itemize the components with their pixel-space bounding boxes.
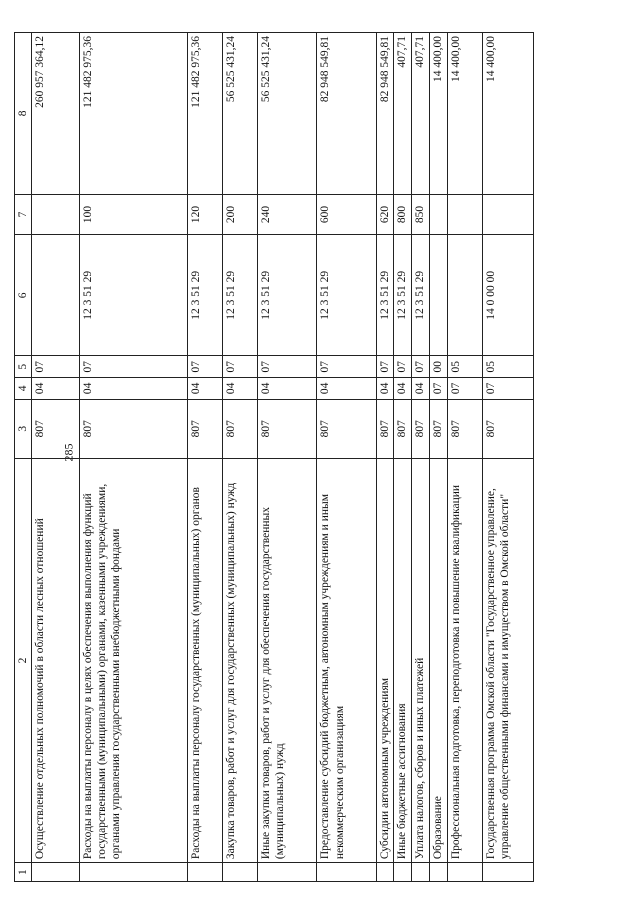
row-name: Иные закупки товаров, работ и услуг для обеспечения государственных (муниципальных) нужд (257, 458, 316, 862)
cell-c3: 807 (317, 399, 376, 458)
row-name: Уплата налогов, сборов и иных платежей (412, 458, 430, 862)
column-header: 1 (15, 863, 32, 882)
table-row (188, 33, 223, 882)
cell-c6 (447, 235, 482, 356)
cell-c3: 807 (188, 399, 223, 458)
row-name: Образование (430, 458, 448, 862)
table-row (317, 33, 376, 882)
table-row (79, 33, 188, 882)
cell-c8: 407,71 (412, 33, 430, 195)
cell-c7: 800 (394, 194, 412, 234)
cell-c5: 07 (394, 356, 412, 378)
cell-c5: 07 (188, 356, 223, 378)
cell-c5: 07 (412, 356, 430, 378)
cell-c5: 07 (79, 356, 188, 378)
cell-c4: 04 (412, 378, 430, 400)
cell-c4: 04 (222, 378, 257, 400)
table-row (482, 33, 533, 882)
cell-c7: 200 (222, 194, 257, 234)
row-name: Осуществление отдельных полномочий в области лесных отношений (32, 458, 79, 862)
cell-c5: 00 (430, 356, 448, 378)
column-header: 4 (15, 378, 32, 400)
cell-c8: 56 525 431,24 (257, 33, 316, 195)
budget-table-container (14, 32, 534, 882)
cell-c5: 07 (376, 356, 394, 378)
cell-c4: 04 (79, 378, 188, 400)
column-header: 2 (15, 458, 32, 862)
cell-c3: 807 (79, 399, 188, 458)
row-name: Субсидии автономным учреждениям (376, 458, 394, 862)
cell-c7 (482, 194, 533, 234)
table-row (394, 33, 412, 882)
column-header: 6 (15, 235, 32, 356)
table-row (412, 33, 430, 882)
cell-c3: 807 (482, 399, 533, 458)
cell-c4: 04 (257, 378, 316, 400)
cell-c8: 121 482 975,36 (79, 33, 188, 195)
table-row (430, 33, 448, 882)
cell-c5: 05 (482, 356, 533, 378)
cell-c7 (32, 194, 79, 234)
cell-c6: 12 3 51 29 (222, 235, 257, 356)
cell-c4: 04 (394, 378, 412, 400)
row-name: Профессиональная подготовка, переподготовка и повышение квалификации (447, 458, 482, 862)
cell-c4: 04 (317, 378, 376, 400)
cell-c3: 807 (257, 399, 316, 458)
row-name: Закупка товаров, работ и услуг для государственных (муниципальных) нужд (222, 458, 257, 862)
cell-c7: 120 (188, 194, 223, 234)
cell-c6: 12 3 51 29 (79, 235, 188, 356)
column-header: 5 (15, 356, 32, 378)
cell-c6: 12 3 51 29 (257, 235, 316, 356)
table-row (257, 33, 316, 882)
header-row (15, 33, 32, 882)
column-header: 8 (15, 33, 32, 195)
cell-c8: 82 948 549,81 (376, 33, 394, 195)
cell-c4: 07 (482, 378, 533, 400)
budget-table (14, 32, 534, 882)
cell-c6: 14 0 00 00 (482, 235, 533, 356)
cell-c3: 807 (32, 399, 79, 458)
cell-c3: 807 (412, 399, 430, 458)
column-header: 7 (15, 194, 32, 234)
cell-c3: 807 (222, 399, 257, 458)
page-number: 285 (61, 443, 76, 462)
cell-c8: 407,71 (394, 33, 412, 195)
column-header: 3 (15, 399, 32, 458)
table-row (376, 33, 394, 882)
cell-c7 (447, 194, 482, 234)
cell-c6: 12 3 51 29 (394, 235, 412, 356)
cell-c3: 807 (447, 399, 482, 458)
cell-c7: 100 (79, 194, 188, 234)
cell-c4: 07 (430, 378, 448, 400)
cell-c8: 56 525 431,24 (222, 33, 257, 195)
cell-c7: 600 (317, 194, 376, 234)
cell-c4: 04 (376, 378, 394, 400)
row-name: Иные бюджетные ассигнования (394, 458, 412, 862)
cell-c7: 240 (257, 194, 316, 234)
cell-c4: 04 (188, 378, 223, 400)
cell-c4: 04 (32, 378, 79, 400)
cell-c3: 807 (376, 399, 394, 458)
row-name: Расходы на выплаты персоналу в целях обеспечения выполнения функций государственными (муниципальными) органами, казенными учреждениями, органами управления государственными внебюджетными фондами (79, 458, 188, 862)
cell-c5: 07 (317, 356, 376, 378)
row-name: Государственная программа Омской области "Государственное управление, управление общественными финансами и имуществом в Омской области" (482, 458, 533, 862)
row-name: Предоставление субсидий бюджетным, автономным учреждениям и иным некоммерческим организациям (317, 458, 376, 862)
cell-c6: 12 3 51 29 (376, 235, 394, 356)
table-row (447, 33, 482, 882)
cell-c7 (430, 194, 448, 234)
cell-c5: 07 (257, 356, 316, 378)
row-name: Расходы на выплаты персоналу государственных (муниципальных) органов (188, 458, 223, 862)
table-row (32, 33, 79, 882)
cell-c8: 260 957 364,12 (32, 33, 79, 195)
cell-c5: 07 (32, 356, 79, 378)
cell-c8: 121 482 975,36 (188, 33, 223, 195)
cell-c5: 07 (222, 356, 257, 378)
cell-c8: 82 948 549,81 (317, 33, 376, 195)
cell-c6: 12 3 51 29 (188, 235, 223, 356)
cell-c6: 12 3 51 29 (317, 235, 376, 356)
cell-c6 (32, 235, 79, 356)
cell-c7: 620 (376, 194, 394, 234)
cell-c4: 07 (447, 378, 482, 400)
cell-c5: 05 (447, 356, 482, 378)
cell-c8: 14 400,00 (447, 33, 482, 195)
cell-c6: 12 3 51 29 (412, 235, 430, 356)
cell-c3: 807 (394, 399, 412, 458)
cell-c8: 14 400,00 (430, 33, 448, 195)
cell-c3: 807 (430, 399, 448, 458)
cell-c8: 14 400,00 (482, 33, 533, 195)
table-row (222, 33, 257, 882)
cell-c6 (430, 235, 448, 356)
cell-c7: 850 (412, 194, 430, 234)
